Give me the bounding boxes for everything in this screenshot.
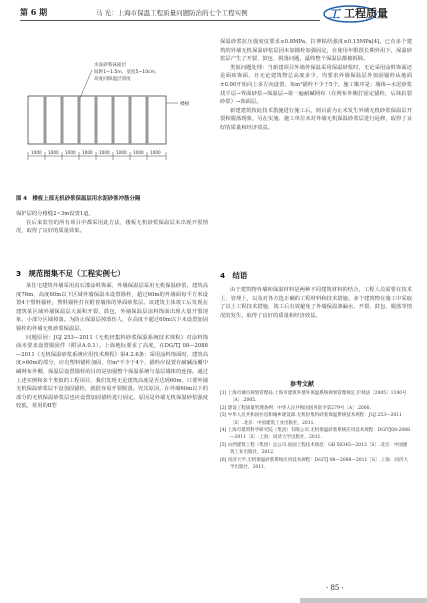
section-heading-3: 3 规范图集不足（工程实例七）: [16, 269, 125, 278]
reference-item: [3] 中华人民共和国住房和城乡建设部.无机轻集料砂浆保温系统技术规程：JGJ 253—2011［S］.北京：中国建筑工业出版社，2011.: [220, 413, 402, 426]
svg-text:间距1~1.5m，宽度5~10cm，: 间距1~1.5m，宽度5~10cm，: [94, 70, 160, 75]
svg-text:1000: 1000: [31, 150, 42, 155]
svg-text:水泥砂浆抹面层: 水泥砂浆抹面层: [94, 63, 127, 68]
paragraph: 类似问题处理：当新建项目外墙外保温采用保温砂浆时，无论采用涂料饰面还是面砖饰面，且无论建筑物总高度多少，均要求外墙保温层外加固锚栓从地面±0.00开始向上多方向设置，每m²锚栓不少于5个。施工顺序是：墙体→水泥砂浆找平层→界面砂浆→保温层→第一遍耐碱网布（在网布外侧打固定锚栓，后抹抗裂砂浆）→饰面层。: [220, 64, 412, 106]
svg-text:1000: 1000: [65, 150, 76, 155]
issue-number: 第 6 期: [20, 7, 48, 17]
page-number: · 85 ·: [326, 584, 344, 592]
figure-4-diagram: [22, 58, 202, 190]
running-title: 马 光：上海市保温工程质量问题防治的七个工程实例: [96, 9, 248, 17]
paragraph: 由于建筑物外墙和保温材料是两种不同建筑材料的结合，工程人员需要在技术上，管理上，以及对各方选正确的工程材料和技术措施。多个建筑物在施工中采取了以上工程技术措施，竣工后有效避免了外墙保温渗漏水、开裂、鼓包、脱落等情况的发生，取得了良好的质量和经济效益。: [220, 287, 412, 319]
right-column-top: [220, 38, 412, 133]
reference-item: [1] 上海市城市规划管理局.上海市建筑外墙外保温系统规划管理规定.沪规法［2005］1180号［A］.2005.: [220, 391, 407, 404]
reference-item: [6] 同济大学.无机保温砂浆系统应用技术规程：DG/TJ 08—2088—2011［S］.上海：同济大学出版社，2011.: [220, 457, 408, 471]
svg-text:1000: 1000: [150, 150, 161, 155]
section-heading-4: 4 结语: [220, 271, 248, 280]
paragraph: 保温砂浆抗压强度仅要求≥0.8MPa，拉伸粘结强度≥0.15MPa[4]。已有多个建筑的外墙无机保温砂浆层因未加锚栓加强固定，在使用年限很长期外用下，保温砂浆层产生了开裂、鼓包、脱落问题，最终整个保温层都被拆除。: [220, 39, 412, 63]
paragraph: 问题原因：JGJ 253—2011《无机轻集料砂浆保温系统技术规程》对涂料饰面未要求设置锚固件（附录A.0.1）。上海地标要求了高度，在DG/TJ 08—2088—2011《无机保温砂浆系统应用技术规程》第4.2.6条：采用涂料饰面时，建筑高度>60m的部分，应有塑料锚栓加固，但m²不少于4个，锚栓应设置在耐碱涂覆中碱网布外侧，保温层设置锚栓的目的是加强整个保温系统与基层墙体的连接。通过上述实例和多个类似的工程项目，我们发现无论建筑高度是否达到60m，只要外墙无机保温砂浆层不设加固锚栓，就很容易开裂脱落。究其原因，在外墙60m以下的部分的无机保温砂浆层也应设置加固锚栓进行固定。原因是外墙无机保温砂浆强度较低，常用的Ⅱ型: [16, 334, 208, 410]
paragraph: 在后来监管的所有项目中都采用此方法，楼板无机砂浆保温层未出现开裂情况，取得了良好的质量效果。: [16, 219, 208, 235]
header-rule: [20, 20, 320, 21]
footer-bar: [300, 598, 427, 603]
svg-text:高度同保温层厚度: 高度同保温层厚度: [94, 77, 131, 82]
paragraph: 保护层的分格缝2~3m设置1道。: [16, 211, 94, 217]
references-list: [220, 390, 410, 471]
svg-text:1000: 1000: [116, 150, 127, 155]
reference-item: [2] 建设工程质量管理条例：中华人民共和国国务院令第279号［A］.2000.: [220, 405, 371, 411]
paragraph: 新建建筑按此技术措施进行施工后，到目前为止未发生外墙无机砂浆保温层开裂和脱落现象，另在实施、施工单位未对外墙无机保温砂浆层进行返修，取得了良好的质量和经济效益。: [220, 107, 412, 131]
reference-item: [5] 山西建筑工程（集团）总公司.屋面工程技术规范：GB 50345—2012［S］.北京：中国建筑工业出版社，2012.: [220, 442, 408, 456]
svg-text:工程质量: 工程质量: [344, 7, 388, 20]
svg-text:楼板: 楼板: [180, 102, 190, 107]
figure-caption: 图 4 楼板上部无机砂浆保温层用水泥砂浆冲筋分隔: [16, 196, 141, 202]
right-column-conclusion: [220, 286, 412, 320]
svg-text:1000: 1000: [48, 150, 59, 155]
journal-logo: [320, 2, 412, 24]
left-column-bottom: [16, 282, 208, 411]
paragraph: 某住宅建筑外墙采用真石漆涂料饰面，外墙保温层采用无机保温砂浆，建筑高度76m，高度60m以下区域外墙保温未设置锚栓，超过60m的外墙面每平方米设置4个塑料锚栓，塑料锚栓打在附着墙体的界面砂浆层。该建筑主体竣工后发现在建筑某区域外墙保温层大面积开裂、鼓包，外墙保温层涂料饰面出现大量开裂现象，小部分区域掉落。为防止保温层掉落伤人，在高度不超过60m以下未设置加固锚栓的外墙无机砂浆保温层。: [16, 283, 208, 332]
page-header: [0, 0, 427, 22]
svg-text:1000: 1000: [133, 150, 144, 155]
svg-text:1000: 1000: [99, 150, 110, 155]
svg-text:1000: 1000: [82, 150, 93, 155]
reference-item: [4] 上海市建筑科学研究院（集团）有限公司.无机保温砂浆系统应用技术规程：DG/TJ08-2088—2011［S］.上海：同济大学出版社，2011.: [220, 428, 410, 441]
references-title: 参考文献: [290, 381, 315, 388]
svg-text:工: 工: [328, 7, 341, 21]
left-column-top: [16, 210, 208, 236]
